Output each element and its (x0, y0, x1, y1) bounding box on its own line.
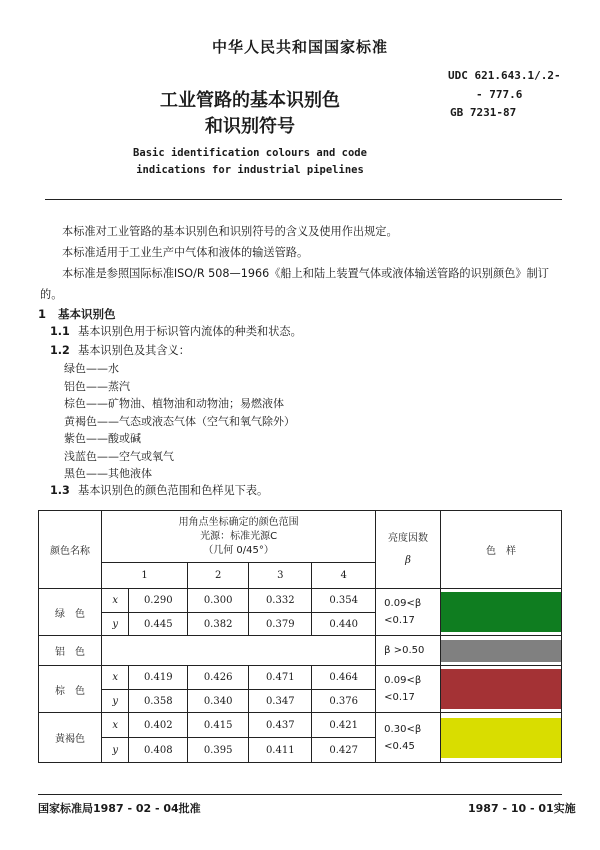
empty-cell (101, 636, 375, 666)
cell-value: 0.411 (249, 738, 312, 763)
cell-value: 0.408 (129, 738, 188, 763)
cell-value: 0.471 (249, 666, 312, 690)
cell-value: 0.347 (249, 690, 312, 713)
intro-paragraph-3: 本标准是参照国际标准ISO/R 508—1966《船上和陆上装置气体或液体输送管路的识别颜色》制订的。 (40, 267, 549, 301)
footer-divider (38, 794, 562, 795)
title-en-line-1: Basic identification colours and code (133, 147, 367, 159)
title-cn-line-1: 工业管路的基本识别色 (160, 90, 340, 111)
item-1-1 (50, 323, 302, 341)
cell-value: 0.358 (129, 690, 188, 713)
header-coordinate-range (101, 511, 375, 563)
row-name-brown: 棕 色 (39, 666, 102, 713)
col-num-4: 4 (312, 563, 376, 589)
cell-value: 0.415 (188, 713, 249, 738)
item-1-3-number: 1.3 (50, 484, 70, 497)
col-num-2: 2 (188, 563, 249, 589)
header-sample: 色 样 (440, 511, 561, 589)
brightness-brown (376, 666, 441, 713)
brightness-aluminium (376, 636, 441, 666)
item-1-2-text: 基本识别色及其含义： (78, 344, 190, 357)
header-coord-line-2: 光源：标准光源C (200, 530, 278, 542)
x-label: x (101, 589, 129, 613)
item-1-1-number: 1.1 (50, 325, 70, 338)
cell-value: 0.395 (188, 738, 249, 763)
sample-cell-aluminium (440, 636, 561, 666)
document-title-en (60, 145, 440, 179)
table-row (39, 666, 562, 690)
row-name-aluminium: 铝 色 (39, 636, 102, 666)
header-divider (45, 199, 562, 200)
cell-value: 0.300 (188, 589, 249, 613)
header-coord-line-3: （几何 0/45°） (203, 544, 274, 556)
brightness-line-1: 0.09<β (384, 598, 422, 609)
header-color-name: 颜色名称 (39, 511, 102, 589)
color-swatch-ochre (441, 718, 561, 758)
row-name-ochre: 黄褐色 (39, 713, 102, 763)
brightness-ochre (376, 713, 441, 763)
intro-paragraph-1: 本标准对工业管路的基本识别色和识别符号的含义及使用作出规定。 (62, 225, 398, 238)
title-en-line-2: indications for industrial pipelines (136, 164, 364, 176)
header-coord-line-1: 用角点坐标确定的颜色范围 (178, 516, 299, 528)
brightness-line-1: β >0.50 (384, 645, 425, 656)
cell-value: 0.354 (312, 589, 376, 613)
brightness-green (376, 589, 441, 636)
item-1-2-number: 1.2 (50, 344, 70, 357)
color-meaning-light-blue: 浅蓝色——空气或氧气 (64, 449, 174, 463)
approval-date: 国家标准局1987 - 02 - 04批准 (38, 802, 201, 815)
cell-value: 0.421 (312, 713, 376, 738)
section-1-heading (38, 306, 116, 322)
cell-value: 0.382 (188, 613, 249, 636)
row-name-green: 绿 色 (39, 589, 102, 636)
standard-org-title: 中华人民共和国国家标准 (211, 38, 388, 56)
y-label: y (101, 738, 129, 763)
gb-number: GB 7231-87 (450, 106, 517, 119)
cell-value: 0.332 (249, 589, 312, 613)
document-title-cn (80, 88, 420, 140)
x-label: x (101, 713, 129, 738)
color-meaning-violet: 紫色——酸或碱 (64, 432, 141, 445)
col-num-1: 1 (101, 563, 187, 589)
color-swatch-aluminium (441, 640, 561, 662)
brightness-line-2: <0.17 (384, 615, 415, 626)
color-meaning-black: 黑色——其他液体 (64, 467, 152, 480)
table-row (39, 636, 562, 666)
y-label: y (101, 690, 129, 713)
section-1-number: 1 (38, 307, 47, 321)
color-swatch-brown (441, 669, 561, 709)
item-1-1-text: 基本识别色用于标识管内流体的种类和状态。 (78, 325, 302, 338)
udc-code (448, 66, 561, 104)
color-meaning-ochre: 黄褐色——气态或液态气体（空气和氧气除外） (64, 414, 295, 428)
intro-paragraph-2: 本标准适用于工业生产中气体和液体的输送管路。 (62, 246, 309, 259)
cell-value: 0.426 (188, 666, 249, 690)
cell-value: 0.427 (312, 738, 376, 763)
color-meaning-aluminium: 铝色——蒸汽 (64, 379, 130, 393)
cell-value: 0.440 (312, 613, 376, 636)
udc-line-2: - 777.6 (476, 88, 523, 101)
cell-value: 0.437 (249, 713, 312, 738)
cell-value: 0.402 (129, 713, 188, 738)
color-range-table (38, 510, 562, 763)
cell-value: 0.419 (129, 666, 188, 690)
col-num-3: 3 (249, 563, 312, 589)
sample-cell-green (440, 589, 561, 636)
header-brightness (376, 511, 441, 589)
cell-value: 0.464 (312, 666, 376, 690)
header-brightness-label: 亮度因数 (388, 532, 429, 544)
section-1-title: 基本识别色 (58, 307, 116, 321)
cell-value: 0.445 (129, 613, 188, 636)
cell-value: 0.290 (129, 589, 188, 613)
brightness-line-2: <0.45 (384, 740, 415, 752)
color-swatch-green (441, 592, 561, 632)
cell-value: 0.376 (312, 690, 376, 713)
brightness-line-1: 0.09<β (384, 675, 422, 686)
implementation-date: 1987 - 10 - 01实施 (468, 802, 576, 815)
sample-cell-brown (440, 666, 561, 713)
cell-value: 0.340 (188, 690, 249, 713)
udc-line-1: UDC 621.643.1/.2- (448, 69, 561, 82)
table-row (39, 589, 562, 613)
y-label: y (101, 613, 129, 636)
table-row (39, 713, 562, 738)
cell-value: 0.379 (249, 613, 312, 636)
brightness-line-2: <0.17 (384, 692, 415, 703)
sample-cell-ochre (440, 713, 561, 763)
color-meaning-green: 绿色——水 (64, 362, 119, 375)
title-cn-line-2: 和识别符号 (205, 116, 295, 137)
intro-section (40, 221, 562, 305)
x-label: x (101, 666, 129, 690)
item-1-3-text: 基本识别色的颜色范围和色样见下表。 (78, 484, 269, 497)
color-meaning-list (64, 360, 295, 483)
header-brightness-symbol: β (405, 554, 411, 566)
item-1-3 (50, 482, 268, 500)
brightness-line-1: 0.30<β (384, 723, 422, 735)
color-meaning-brown: 棕色——矿物油、植物油和动物油；易燃液体 (64, 397, 284, 410)
item-1-2 (50, 342, 190, 360)
